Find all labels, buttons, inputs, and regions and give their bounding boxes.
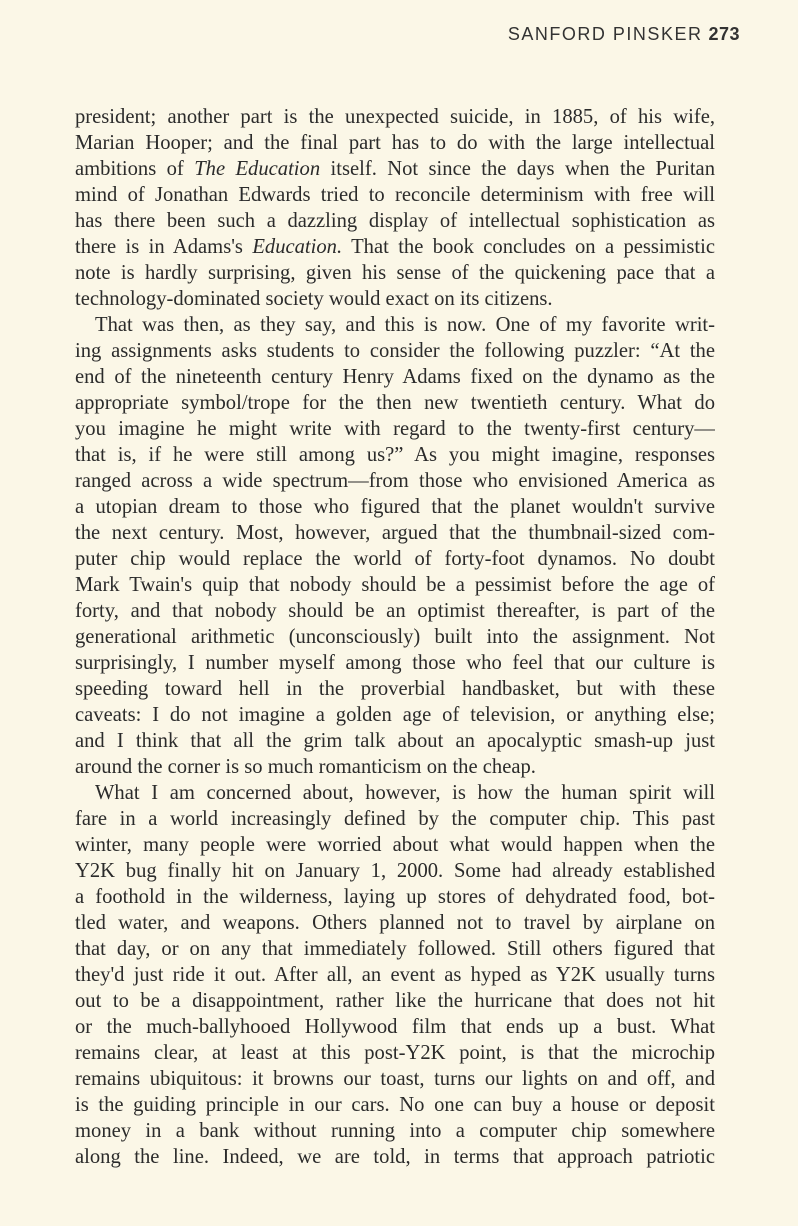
- italic-title: The Education: [194, 158, 321, 180]
- text-line: [75, 598, 715, 624]
- text-run: fare in a world increasingly defined by the computer chip. This past: [75, 808, 715, 830]
- text-line: [75, 936, 715, 962]
- text-line: [75, 416, 715, 442]
- text-run: around the corner is so much romanticism on the cheap.: [75, 756, 536, 778]
- text-run: has there been such a dazzling display of intellectual sophistication as: [75, 210, 715, 232]
- text-run: appropriate symbol/trope for the then new twentieth century. What do: [75, 392, 715, 414]
- text-line: [75, 988, 715, 1014]
- text-line: [75, 260, 715, 286]
- page-number: 273: [708, 24, 740, 44]
- paragraph: [75, 312, 715, 780]
- text-line: [75, 390, 715, 416]
- text-line: [75, 312, 715, 338]
- text-line: [75, 468, 715, 494]
- text-run: the next century. Most, however, argued that the thumbnail-sized com-: [75, 522, 715, 544]
- text-run: note is hardly surprising, given his sense of the quickening pace that a: [75, 262, 715, 284]
- text-line: [75, 728, 715, 754]
- text-run: That the book concludes on a pessimistic: [342, 236, 715, 258]
- text-run: tled water, and weapons. Others planned not to travel by airplane on: [75, 912, 715, 934]
- paragraph: [75, 780, 715, 1170]
- text-line: [75, 572, 715, 598]
- text-line: [75, 806, 715, 832]
- text-line: [75, 494, 715, 520]
- text-run: caveats: I do not imagine a golden age of television, or anything else;: [75, 704, 715, 726]
- text-line: [75, 624, 715, 650]
- text-run: generational arithmetic (unconsciously) built into the assignment. Not: [75, 626, 715, 648]
- text-run: that is, if he were still among us?” As you might imagine, responses: [75, 444, 715, 466]
- text-line: [75, 780, 715, 806]
- text-run: end of the nineteenth century Henry Adams fixed on the dynamo as the: [75, 366, 715, 388]
- text-line: [75, 234, 715, 260]
- text-line: [75, 650, 715, 676]
- text-line: [75, 286, 715, 312]
- text-run: surprisingly, I number myself among those who feel that our culture is: [75, 652, 715, 674]
- text-run: technology-dominated society would exact on its citizens.: [75, 288, 553, 310]
- text-line: [75, 910, 715, 936]
- text-run: That was then, as they say, and this is now. One of my favorite writ-: [95, 314, 715, 336]
- text-run: forty, and that nobody should be an optimist thereafter, is part of the: [75, 600, 715, 622]
- running-head: SANFORD PINSKER: [507, 24, 703, 44]
- text-line: [75, 1092, 715, 1118]
- text-line: [75, 182, 715, 208]
- text-run: ing assignments asks students to consider the following puzzler: “At the: [75, 340, 715, 362]
- text-line: [75, 1040, 715, 1066]
- text-line: [75, 338, 715, 364]
- text-line: [75, 858, 715, 884]
- text-run: ambitions of: [75, 158, 195, 180]
- text-line: [75, 1144, 715, 1170]
- text-run: along the line. Indeed, we are told, in terms that approach patriotic: [75, 1146, 715, 1168]
- text-run: they'd just ride it out. After all, an event as hyped as Y2K usually turns: [75, 964, 715, 986]
- text-line: [75, 520, 715, 546]
- text-line: [75, 1014, 715, 1040]
- text-line: [75, 364, 715, 390]
- text-line: [75, 884, 715, 910]
- text-run: or the much-ballyhooed Hollywood film that ends up a bust. What: [75, 1016, 715, 1038]
- text-line: [75, 702, 715, 728]
- text-run: remains clear, at least at this post-Y2K point, is that the microchip: [75, 1042, 715, 1064]
- text-run: is the guiding principle in our cars. No one can buy a house or deposit: [75, 1094, 715, 1116]
- text-run: a utopian dream to those who figured that the planet wouldn't survive: [75, 496, 715, 518]
- text-line: [75, 156, 715, 182]
- text-run: itself. Not since the days when the Puritan: [320, 158, 715, 180]
- text-run: president; another part is the unexpected suicide, in 1885, of his wife,: [75, 106, 715, 128]
- text-run: ranged across a wide spectrum—from those who envisioned America as: [75, 470, 715, 492]
- text-run: and I think that all the grim talk about an apocalyptic smash-up just: [75, 730, 715, 752]
- text-run: speeding toward hell in the proverbial handbasket, but with these: [75, 678, 715, 700]
- text-run: Mark Twain's quip that nobody should be a pessimist before the age of: [75, 574, 715, 596]
- text-run: there is in Adams's: [75, 236, 253, 258]
- running-header: [508, 24, 740, 45]
- text-run: mind of Jonathan Edwards tried to reconcile determinism with free will: [75, 184, 715, 206]
- text-line: [75, 962, 715, 988]
- text-line: [75, 546, 715, 572]
- text-line: [75, 1066, 715, 1092]
- text-line: [75, 442, 715, 468]
- text-run: out to be a disappointment, rather like the hurricane that does not hit: [75, 990, 715, 1012]
- italic-title: Education.: [252, 236, 343, 258]
- text-run: a foothold in the wilderness, laying up stores of dehydrated food, bot-: [75, 886, 715, 908]
- text-run: Marian Hooper; and the final part has to do with the large intellectual: [75, 132, 715, 154]
- text-line: [75, 676, 715, 702]
- text-run: What I am concerned about, however, is how the human spirit will: [95, 782, 715, 804]
- text-line: [75, 832, 715, 858]
- text-run: puter chip would replace the world of forty-foot dynamos. No doubt: [75, 548, 715, 570]
- text-run: that day, or on any that immediately followed. Still others figured that: [75, 938, 715, 960]
- text-line: [75, 208, 715, 234]
- text-line: [75, 104, 715, 130]
- text-run: winter, many people were worried about what would happen when the: [75, 834, 715, 856]
- paragraph: [75, 104, 715, 312]
- text-line: [75, 130, 715, 156]
- text-run: you imagine he might write with regard to the twenty-first century—: [75, 418, 715, 440]
- text-line: [75, 754, 715, 780]
- text-run: remains ubiquitous: it browns our toast, turns our lights on and off, and: [75, 1068, 715, 1090]
- text-run: Y2K bug finally hit on January 1, 2000. Some had already established: [75, 860, 715, 882]
- text-run: money in a bank without running into a computer chip somewhere: [75, 1120, 715, 1142]
- body-text: [75, 104, 715, 1170]
- text-line: [75, 1118, 715, 1144]
